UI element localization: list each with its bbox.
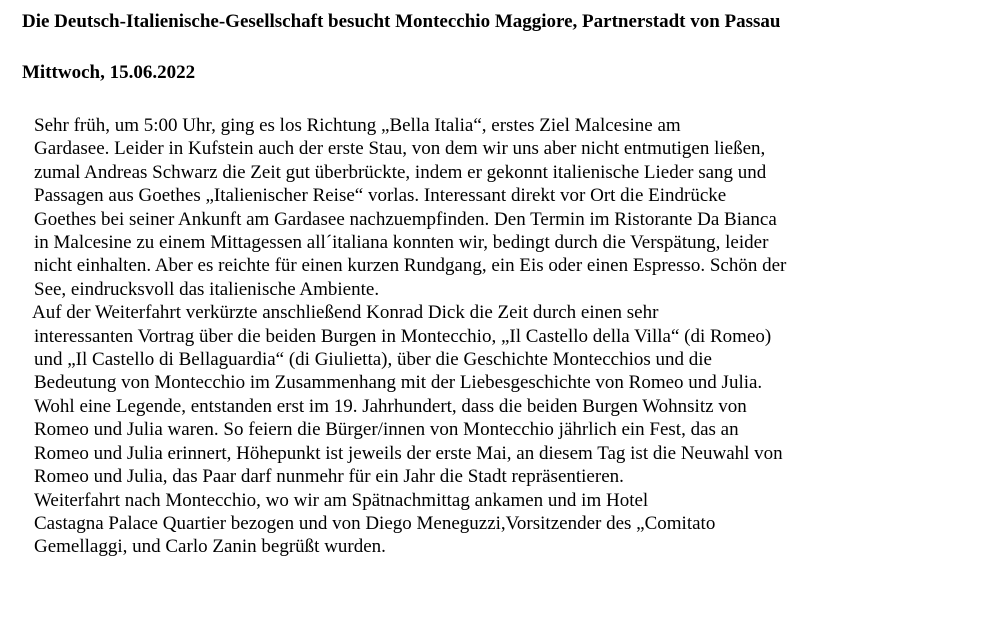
body-line: Goethes bei seiner Ankunft am Gardasee nachzuempfinden. Den Termin im Ristorante Da Bianca [34,208,777,230]
body-line: See, eindrucksvoll das italienische Ambiente. [34,278,380,300]
body-line: Romeo und Julia, das Paar darf nunmehr für ein Jahr die Stadt repräsentieren. [34,466,624,488]
body-line: und „Il Castello di Bellaguardia“ (di Giulietta), über die Geschichte Montecchios und die [34,349,712,371]
body-line: zumal Andreas Schwarz die Zeit gut überbrückte, indem er gekonnt italienische Lieder sang und [34,161,767,183]
body-line: Castagna Palace Quartier bezogen und von Diego Meneguzzi,Vorsitzender des „Comitato [34,512,716,534]
body-line: Wohl eine Legende, entstanden erst im 19. Jahrhundert, dass die beiden Burgen Wohnsitz von [34,395,747,417]
body-line: nicht einhalten. Aber es reichte für einen kurzen Rundgang, ein Eis oder einen Espresso. Schön der [34,255,787,277]
article-body [34,114,786,559]
body-line: Gemellaggi, und Carlo Zanin begrüßt wurden. [34,536,386,558]
body-line: in Malcesine zu einem Mittagessen all´italiana konnten wir, bedingt durch die Verspätung, leider [34,232,769,254]
body-line: Gardasee. Leider in Kufstein auch der erste Stau, von dem wir uns aber nicht entmutigen ließen, [34,138,766,160]
body-line: Weiterfahrt nach Montecchio, wo wir am Spätnachmittag ankamen und im Hotel [34,489,649,511]
body-line: Romeo und Julia erinnert, Höhepunkt ist jeweils der erste Mai, an diesem Tag ist die Neuwahl von [34,442,783,464]
body-line: Bedeutung von Montecchio im Zusammenhang mit der Liebesgeschichte von Romeo und Julia. [34,372,763,394]
article-date: Mittwoch, 15.06.2022 [22,62,196,83]
body-line: interessanten Vortrag über die beiden Burgen in Montecchio, „Il Castello della Villa“ (di Romeo) [34,325,772,347]
body-line: Passagen aus Goethes „Italienischer Reise“ vorlas. Interessant direkt vor Ort die Eindrücke [34,185,727,207]
body-line: Auf der Weiterfahrt verkürzte anschließend Konrad Dick die Zeit durch einen sehr [32,302,659,324]
body-line: Sehr früh, um 5:00 Uhr, ging es los Richtung „Bella Italia“, erstes Ziel Malcesine am [34,115,681,136]
article-title: Die Deutsch-Italienische-Gesellschaft besucht Montecchio Maggiore, Partnerstadt von Passau [22,11,781,32]
body-line: Romeo und Julia waren. So feiern die Bürger/innen von Montecchio jährlich ein Fest, das an [34,419,739,441]
